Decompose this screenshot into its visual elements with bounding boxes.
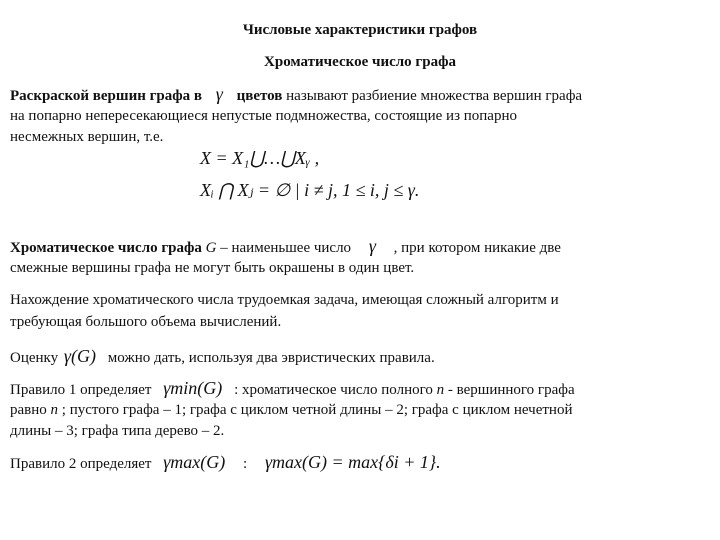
gamma-of-g-expr: γ(G) xyxy=(63,346,96,366)
gamma-max-expr: γmax(G) xyxy=(163,452,226,472)
rule2-pre: Правило 2 определяет xyxy=(10,456,152,472)
rule1-line2-a: равно xyxy=(10,402,47,418)
definition-coloring-term-end: цветов xyxy=(236,88,283,104)
rule1-pre: Правило 1 определяет xyxy=(10,382,152,398)
page-title: Числовые характеристики графов xyxy=(242,22,478,38)
estimate-post: можно дать, используя два эвристических правила. xyxy=(107,350,435,366)
graph-symbol: G xyxy=(205,240,217,256)
definition-coloring-line1 xyxy=(10,84,582,107)
formula-partition: X = X₁⋃…⋃Xᵧ , xyxy=(200,148,320,168)
rule2-colon: : xyxy=(243,456,248,472)
gamma-symbol: γ xyxy=(368,236,376,256)
n-symbol: n xyxy=(50,402,59,418)
complexity-line2: требующая большого объема вычислений. xyxy=(10,314,282,330)
rule1-line3: длины – 3; графа типа дерево – 2. xyxy=(10,423,225,439)
definition-chromatic-line2: смежные вершины графа не могут быть окрашены в один цвет. xyxy=(10,260,415,276)
formula-gamma-max: γmax(G) = max{δi + 1}. xyxy=(264,452,441,472)
definition-coloring-line3: несмежных вершин, т.е. xyxy=(10,129,164,145)
rule1-post-a: : хроматическое число полного xyxy=(234,382,433,398)
rule2-line xyxy=(10,452,441,475)
definition-chromatic-rest: , при котором никакие две xyxy=(393,240,561,256)
definition-chromatic-mid: – наименьшее число xyxy=(220,240,352,256)
formula-disjoint: Xᵢ ⋂ Xⱼ = ∅ | i ≠ j, 1 ≤ i, j ≤ γ. xyxy=(200,180,420,200)
definition-coloring-line2: на попарно непересекающиеся непустые подмножества, состоящие из попарно xyxy=(10,108,517,124)
definition-chromatic-term: Хроматическое число графа xyxy=(10,240,202,256)
definition-chromatic-line1 xyxy=(10,236,561,259)
estimate-line xyxy=(10,346,435,369)
definition-coloring-text: называют разбиение множества вершин графа xyxy=(286,88,583,104)
rule1-line2 xyxy=(10,400,572,421)
gamma-symbol: γ xyxy=(215,84,223,104)
rule1-line1 xyxy=(10,378,575,401)
page-subtitle: Хроматическое число графа xyxy=(264,54,456,70)
complexity-line1: Нахождение хроматического числа трудоемкая задача, имеющая сложный алгоритм и xyxy=(10,292,559,308)
definition-coloring-term: Раскраской вершин графа в xyxy=(10,88,202,104)
rule1-post-b: - вершинного графа xyxy=(447,382,575,398)
estimate-pre: Оценку xyxy=(10,350,59,366)
gamma-min-expr: γmin(G) xyxy=(163,378,223,398)
n-symbol: n xyxy=(436,382,445,398)
rule1-line2-b: ; пустого графа – 1; графа с циклом четной длины – 2; графа с циклом нечетной xyxy=(61,402,573,418)
